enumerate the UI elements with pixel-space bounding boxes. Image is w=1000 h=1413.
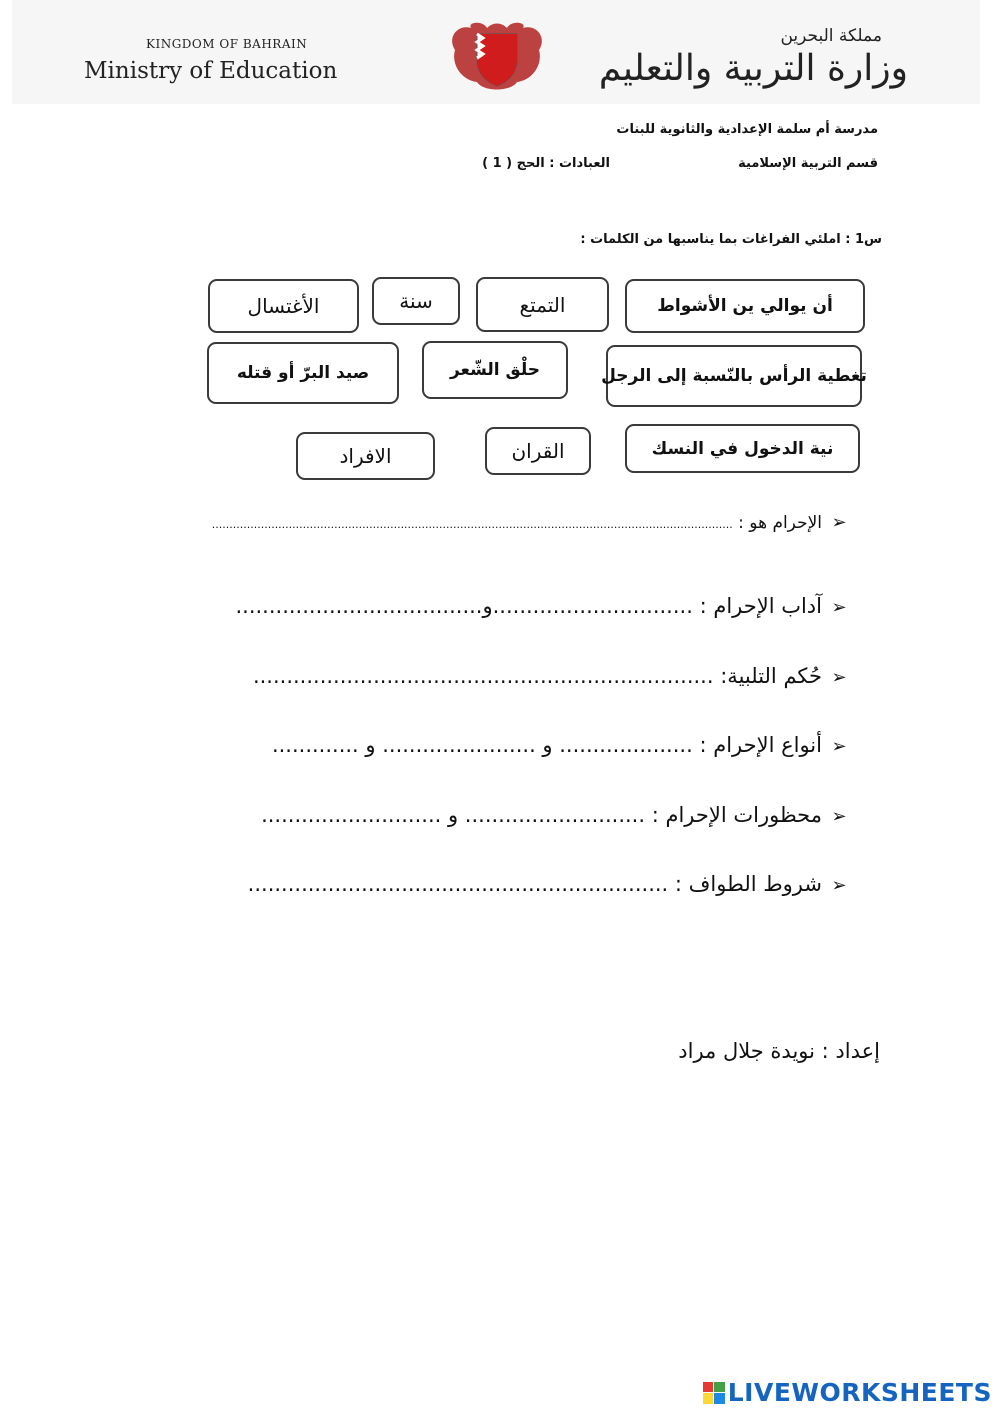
arrow-bullet-icon: ➢ <box>831 806 847 827</box>
arabic-kingdom-label: مملكة البحرين <box>780 26 882 46</box>
word-bank-item[interactable]: القران <box>485 427 591 475</box>
answer-blank[interactable]: ..................................................................................................................................................... <box>211 518 733 531</box>
word-bank-item[interactable]: أن يوالي ين الأشواط <box>625 279 865 333</box>
item-ihram-definition <box>212 512 850 533</box>
item-label: آداب الإحرام : <box>699 594 822 618</box>
item-label: شروط الطواف : <box>674 872 822 896</box>
item-label: محظورات الإحرام : <box>651 803 822 827</box>
item-talbiya-ruling <box>253 664 850 688</box>
department-name: قسم التربية الإسلامية <box>738 156 878 171</box>
bahrain-emblem-icon <box>447 20 547 96</box>
author-credit: إعداد : نويدة جلال مراد <box>678 1039 880 1063</box>
item-label: الإحرام هو : <box>738 513 822 533</box>
answer-blank[interactable]: ............................................................... <box>247 872 669 896</box>
answer-blank[interactable]: ..............................و..................................... <box>235 594 693 618</box>
word-bank-item[interactable]: صيد البرّ أو قتله <box>207 342 399 404</box>
unit-title: العبادات : الحج ( 1 ) <box>482 156 610 171</box>
word-bank-item[interactable]: تغطية الرأس بالنّسبة إلى الرجل <box>606 345 862 407</box>
arrow-bullet-icon: ➢ <box>831 875 847 896</box>
item-label: أنواع الإحرام : <box>699 733 822 757</box>
answer-blank[interactable]: ..................................................................... <box>252 664 714 688</box>
ministry-label: Ministry of Education <box>84 58 338 84</box>
arrow-bullet-icon: ➢ <box>831 736 847 757</box>
answer-blank[interactable]: .................... و ....................... و ............. <box>271 733 693 757</box>
arabic-ministry-label: وزارة التربية والتعليم <box>598 48 908 89</box>
item-ihram-types <box>272 733 850 757</box>
item-label: حُكم التلبية: <box>720 664 822 688</box>
item-tawaf-conditions <box>248 872 850 896</box>
arrow-bullet-icon: ➢ <box>831 667 847 688</box>
word-bank-item[interactable]: سنة <box>372 277 460 325</box>
word-bank-item[interactable]: الأغتسال <box>208 279 359 333</box>
item-ihram-etiquette <box>235 594 850 618</box>
arrow-bullet-icon: ➢ <box>831 597 847 618</box>
liveworksheets-footer[interactable] <box>703 1378 992 1407</box>
kingdom-label: KINGDOM OF BAHRAIN <box>146 37 308 51</box>
word-bank-item[interactable]: نية الدخول في النسك <box>625 424 860 473</box>
liveworksheets-logo-icon <box>703 1382 725 1404</box>
item-ihram-prohibitions <box>261 803 850 827</box>
word-bank-item[interactable]: الافراد <box>296 432 435 480</box>
word-bank-item[interactable]: التمتع <box>476 277 609 332</box>
answer-blank[interactable]: ........................... و ........................... <box>261 803 646 827</box>
arrow-bullet-icon: ➢ <box>831 512 847 533</box>
school-name: مدرسة أم سلمة الإعدادية والثانوية للبنات <box>616 122 878 137</box>
liveworksheets-brand: LIVEWORKSHEETS <box>727 1378 992 1407</box>
question-prompt: س1 : املئي الفراغات بما يناسبها من الكلمات : <box>580 232 882 247</box>
word-bank-item[interactable]: حلْق الشّعر <box>422 341 568 399</box>
